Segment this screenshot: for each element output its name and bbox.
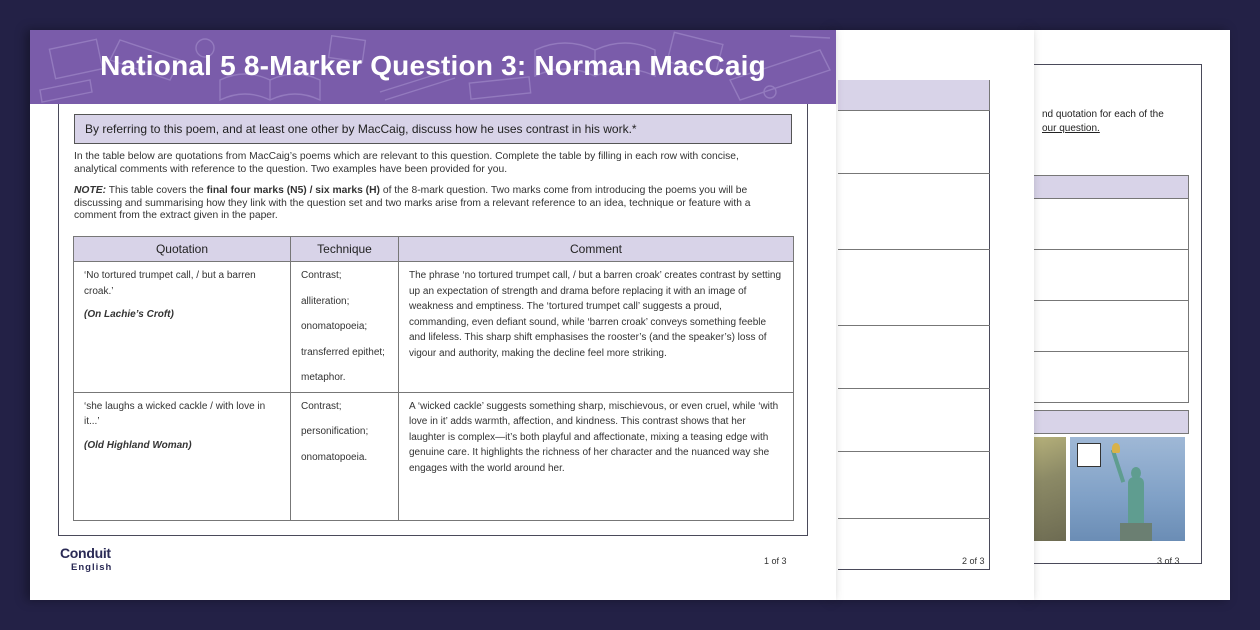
page-title: National 5 8-Marker Question 3: Norman MacCaig	[100, 50, 766, 81]
page-3-image-header	[1034, 410, 1189, 434]
quotation-table	[73, 236, 794, 521]
quotation-cell	[74, 262, 291, 393]
intro-paragraph: In the table below are quotations from MacCaig’s poems which are relevant to this question. Complete the table by filling in each row with concise, analytical comments with reference to the question. Two examples have been provided for you.	[74, 151, 739, 175]
statue-of-liberty-photo	[1070, 437, 1185, 541]
technique-item: transferred epithet;	[301, 346, 385, 358]
page-2-table-row	[838, 389, 990, 452]
technique-item: alliteration;	[301, 295, 350, 307]
technique-cell	[291, 262, 399, 393]
technique-item: onomatopoeia;	[301, 321, 368, 332]
comment-cell: A ‘wicked cackle’ suggests something sharp, mischievous, or even cruel, while ‘with love in it’ adds warmth, affection, and kindness. This contrast shows that her laughter is complex—it’s both playful and affectionate, mixing a teasing edge with genuine care. It highlights the richness of her character and the nuanced way she engages with the world around her.	[399, 392, 794, 520]
worksheet-page-1	[30, 30, 836, 600]
technique-item: metaphor.	[301, 372, 346, 383]
question-prompt: By referring to this poem, and at least one other by MacCaig, discuss how he uses contrast in his work.*	[74, 114, 792, 144]
page-3-number: 3 of 3	[1157, 556, 1180, 566]
quotation-cell	[74, 392, 291, 520]
conduit-logo-subtitle: English	[71, 562, 113, 573]
technique-item: Contrast;	[301, 270, 342, 281]
page-2-table-row	[838, 111, 990, 174]
page-2-table-row	[838, 326, 990, 389]
header-comment: Comment	[399, 237, 794, 262]
worksheet-page-2	[834, 30, 1034, 600]
page-3-table-row	[1034, 250, 1189, 301]
poem-source: (Old Highland Woman)	[84, 439, 192, 451]
page-2-table-header	[838, 80, 990, 111]
table-header-row	[74, 237, 794, 262]
note-marks: final four marks (N5) / six marks (H)	[206, 185, 380, 196]
technique-cell	[291, 392, 399, 520]
page-3-table	[1034, 175, 1189, 403]
note-label: NOTE:	[74, 185, 107, 196]
quotation-text: ‘No tortured trumpet call, / but a barren croak.’	[84, 270, 256, 297]
page-3-table-row	[1034, 301, 1189, 352]
note-text-1: This table covers the	[106, 185, 207, 196]
note-paragraph	[74, 185, 784, 223]
page-3-instructions	[1042, 108, 1202, 136]
page-2-table-row	[838, 174, 990, 250]
checkbox-icon	[1077, 443, 1101, 467]
page-3-table-row	[1034, 199, 1189, 250]
page-2-table-row	[838, 452, 990, 519]
page-2-number: 2 of 3	[962, 556, 985, 566]
page-3-text-line-2: our question.	[1042, 123, 1100, 134]
conduit-logo: Conduit	[60, 545, 111, 561]
header-technique: Technique	[291, 237, 399, 262]
technique-item: onomatopoeia.	[301, 451, 368, 463]
table-row	[74, 392, 794, 520]
technique-item: Contrast;	[301, 400, 342, 412]
page-2-table-row	[838, 250, 990, 326]
page-1-number: 1 of 3	[764, 556, 787, 566]
page-3-table-row	[1034, 352, 1189, 403]
comment-cell: The phrase ‘no tortured trumpet call, / but a barren croak’ creates contrast by setting up an expectation of strength and drama before replacing it with an image of weakness and emptiness. The ‘tortured trumpet call’ suggests a proud, commanding, even defiant sound, while ‘barren croak’ conveys something feeble and lifeless. This sharp shift emphasises the rooster’s (and the speaker’s) loss of vigour and authority, making the decline feel more striking.	[399, 262, 794, 393]
table-row	[74, 262, 794, 393]
title-banner	[30, 30, 836, 104]
page-3-table-header	[1034, 175, 1189, 199]
page-3-text-line-1: nd quotation for each of the	[1042, 109, 1164, 120]
note-text-2: of the 8-mark question. Two marks come from introducing the poems you will be discussing and summarising how they link with the question set and two marks arise from a relevant reference to an idea, technique or feature with a comment from the extract given in the paper.	[74, 185, 751, 221]
page-3-photo-left	[1034, 437, 1066, 541]
poem-source: (On Lachie’s Croft)	[84, 309, 174, 320]
quotation-text: ‘she laughs a wicked cackle / with love in it...’	[84, 400, 266, 427]
technique-item: personification;	[301, 426, 369, 437]
header-quotation: Quotation	[74, 237, 291, 262]
worksheet-page-3	[1032, 30, 1230, 600]
